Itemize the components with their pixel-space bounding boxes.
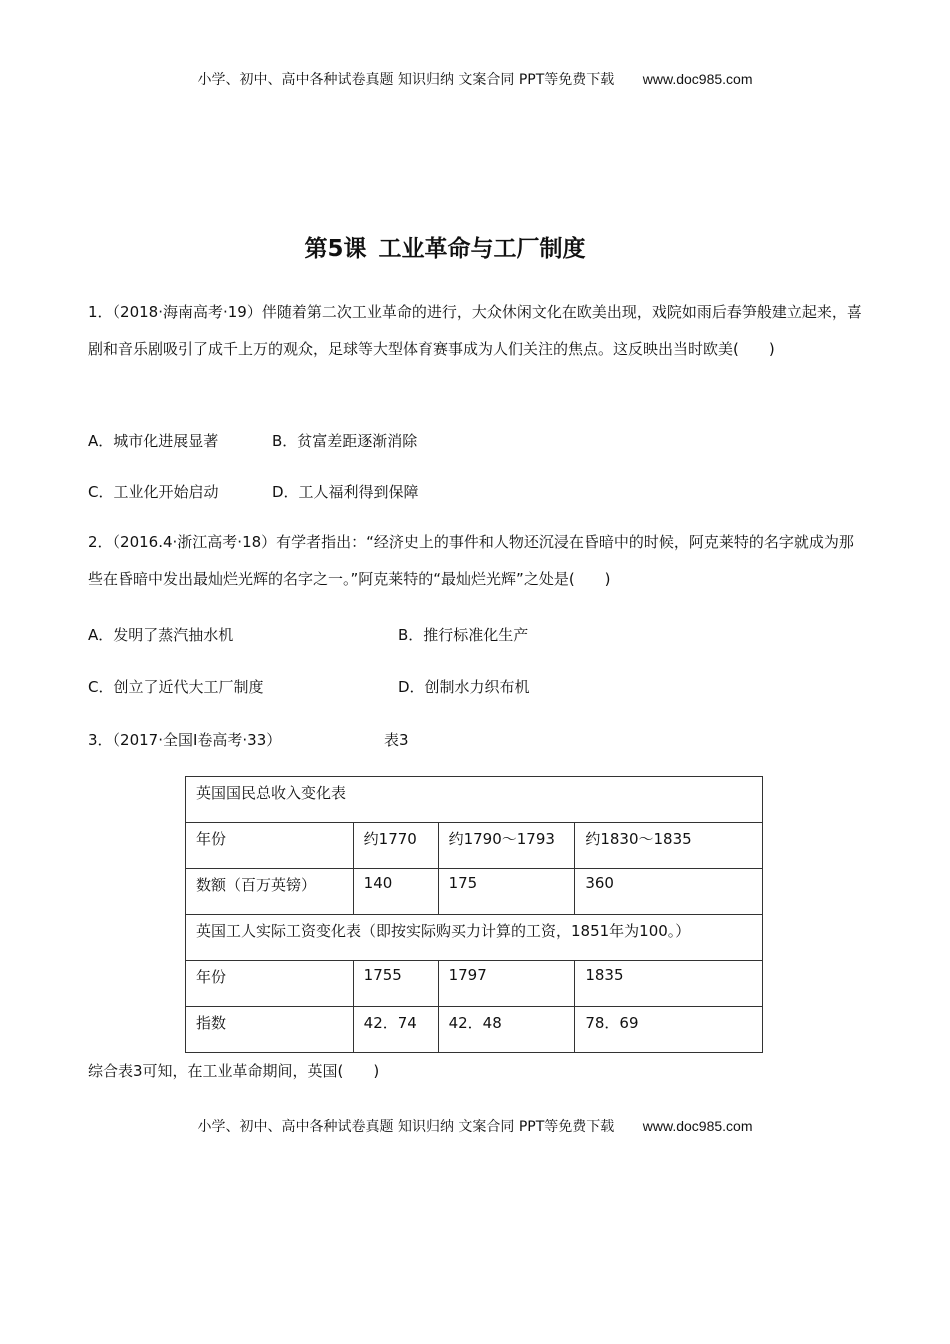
table-row xyxy=(186,961,763,1007)
question-3-source: （2017·全国Ⅰ卷高考·33） xyxy=(112,731,282,749)
table-cell: 1797 xyxy=(438,961,575,1007)
question-1 xyxy=(88,294,868,368)
page-header xyxy=(0,69,950,89)
q2-option-b: B．推行标准化生产 xyxy=(398,626,529,644)
question-2-text: （2016.4·浙江高考·18）有学者指出：“经济史上的事件和人物还沉浸在昏暗中的时候，阿克莱特的名字就成为那些在昏暗中发出最灿烂光辉的名字之一。”阿克莱特的“最灿烂光辉”之处是( ) xyxy=(88,533,854,588)
footer-site-link[interactable]: www.doc985.com xyxy=(642,1118,753,1134)
table-cell: 1835 xyxy=(575,961,763,1007)
question-3-number: 3． xyxy=(88,731,113,749)
question-3-prompt: 综合表3可知，在工业革命期间，英国( ) xyxy=(88,1062,380,1080)
q1-option-a: A．城市化进展显著 xyxy=(88,432,219,450)
table-cell: 数额（百万英镑） xyxy=(186,869,354,915)
table-title-wages: 英国工人实际工资变化表（即按实际购买力计算的工资，1851年为100。） xyxy=(186,915,763,961)
table-cell: 指数 xyxy=(186,1007,354,1053)
data-table xyxy=(185,776,763,1053)
page-title xyxy=(0,230,890,263)
table-label: 表3 xyxy=(384,731,409,749)
table-cell: 约1790～1793 xyxy=(438,823,575,869)
lesson-number: 第5课 xyxy=(304,236,367,262)
table-cell: 年份 xyxy=(186,823,354,869)
table-row xyxy=(186,915,763,961)
table-row xyxy=(186,777,763,823)
table-cell: 1755 xyxy=(353,961,438,1007)
q1-option-c: C．工业化开始启动 xyxy=(88,483,219,501)
q1-option-d: D．工人福利得到保障 xyxy=(272,483,419,501)
table-cell: 78．69 xyxy=(575,1007,763,1053)
lesson-topic: 工业革命与工厂制度 xyxy=(378,236,586,262)
table-row xyxy=(186,869,763,915)
q2-option-c: C．创立了近代大工厂制度 xyxy=(88,678,264,696)
q2-option-a: A．发明了蒸汽抽水机 xyxy=(88,626,234,644)
table-cell: 42．48 xyxy=(438,1007,575,1053)
table-title-income: 英国国民总收入变化表 xyxy=(186,777,763,823)
table-cell: 175 xyxy=(438,869,575,915)
table-cell: 140 xyxy=(353,869,438,915)
header-site-link[interactable]: www.doc985.com xyxy=(642,71,753,87)
table-cell: 年份 xyxy=(186,961,354,1007)
page-footer xyxy=(0,1116,950,1136)
q1-option-b: B．贫富差距逐渐消除 xyxy=(272,432,418,450)
table-cell: 约1770 xyxy=(353,823,438,869)
table-cell: 42．74 xyxy=(353,1007,438,1053)
question-2 xyxy=(88,524,868,598)
question-3 xyxy=(88,729,281,750)
q2-option-d: D．创制水力织布机 xyxy=(398,678,530,696)
question-2-number: 2． xyxy=(88,533,113,551)
header-text: 小学、初中、高中各种试卷真题 知识归纳 文案合同 PPT等免费下载 xyxy=(197,72,615,88)
table-cell: 约1830～1835 xyxy=(575,823,763,869)
table-cell: 360 xyxy=(575,869,763,915)
footer-text: 小学、初中、高中各种试卷真题 知识归纳 文案合同 PPT等免费下载 xyxy=(197,1119,615,1135)
table-row xyxy=(186,823,763,869)
table-row xyxy=(186,1007,763,1053)
question-1-text: （2018·海南高考·19）伴随着第二次工业革命的进行，大众休闲文化在欧美出现，戏院如雨后春笋般建立起来，喜剧和音乐剧吸引了成千上万的观众，足球等大型体育赛事成为人们关注的焦点。这反映出当时欧美( ) xyxy=(88,303,862,358)
question-1-number: 1． xyxy=(88,303,113,321)
